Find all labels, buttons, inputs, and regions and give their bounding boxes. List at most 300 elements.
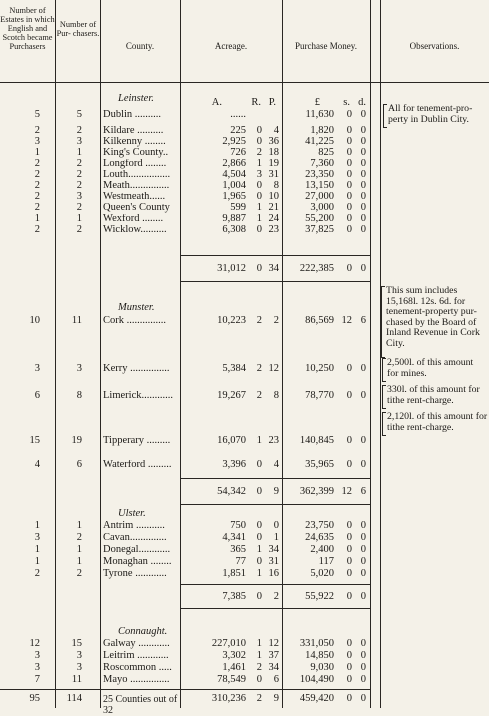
leinster-row-4-estates: 2 <box>34 158 40 169</box>
obs-dublin-line: All for tenement-pro- <box>388 104 473 114</box>
leinster-row-4-acres: 2,866 <box>222 158 246 169</box>
obs-cork <box>386 286 489 349</box>
leinster-row-1-acres: 225 <box>230 125 246 136</box>
leinster-row-5-acres: 4,504 <box>222 169 246 180</box>
leinster-row-0-pence: 0 <box>360 109 366 120</box>
brace-tipperary <box>382 412 386 436</box>
ulster-row-0-roods: 0 <box>256 520 262 531</box>
munster-total-pence: 6 <box>360 486 366 497</box>
obs-limerick <box>387 385 489 406</box>
leinster-row-2-shillings: 0 <box>346 136 352 147</box>
ulster-row-2-shillings: 0 <box>346 544 352 555</box>
row-rule <box>180 608 370 609</box>
munster-row-3-purchasers: 19 <box>71 435 82 446</box>
munster-total-acres: 54,342 <box>217 486 246 497</box>
leinster-row-0-purchasers: 5 <box>76 109 82 120</box>
ulster-row-3-perches: 31 <box>268 556 279 567</box>
grand-total-pounds: 459,420 <box>299 693 334 704</box>
obs-limerick-line: tithe rent-charge. <box>387 394 454 406</box>
obs-tipperary-line: 2,120l. of this amount for <box>387 412 488 422</box>
leinster-row-3-acres: 726 <box>230 147 246 158</box>
leinster-row-7-county: Westmeath...... <box>103 192 166 202</box>
leinster-row-4-roods: 1 <box>256 158 262 169</box>
munster-row-4-estates: 4 <box>34 459 40 470</box>
leinster-row-6-county: Meath............... <box>103 181 170 191</box>
ulster-row-2-pence: 0 <box>360 544 366 555</box>
leinster-row-1-pence: 0 <box>360 125 366 136</box>
munster-row-1-county: Kerry ............... <box>103 364 170 374</box>
leinster-row-10-shillings: 0 <box>346 224 352 235</box>
munster-row-1-pounds: 10,250 <box>305 363 334 374</box>
leinster-row-2-roods: 0 <box>256 136 262 147</box>
leinster-row-9-estates: 1 <box>34 213 40 224</box>
leinster-row-3-perches: 18 <box>268 147 279 158</box>
connaught-row-3-pence: 0 <box>360 674 366 685</box>
leinster-total-perches: 34 <box>268 263 279 274</box>
leinster-row-1-perches: 4 <box>273 125 279 136</box>
ulster-row-3-shillings: 0 <box>346 556 352 567</box>
leinster-row-10-perches: 23 <box>268 224 279 235</box>
obs-dublin <box>388 104 489 125</box>
grand-total-shillings: 0 <box>346 693 352 704</box>
munster-row-0-perches: 2 <box>273 315 279 326</box>
leinster-row-10-estates: 2 <box>34 224 40 235</box>
leinster-total-acres: 31,012 <box>217 263 246 274</box>
munster-row-0-pounds: 86,569 <box>305 315 334 326</box>
ulster-row-1-roods: 0 <box>256 532 262 543</box>
ulster-row-3-county: Monaghan ........ <box>103 557 172 567</box>
leinster-row-2-estates: 3 <box>34 136 40 147</box>
munster-row-2-perches: 8 <box>273 390 279 401</box>
leinster-row-10-pence: 0 <box>360 224 366 235</box>
leinster-row-5-perches: 31 <box>268 169 279 180</box>
ulster-total-shillings: 0 <box>346 591 352 602</box>
ulster-total-roods: 0 <box>256 591 262 602</box>
brace-kerry <box>382 358 386 382</box>
ulster-total-pounds: 55,922 <box>305 591 334 602</box>
leinster-row-8-pence: 0 <box>360 202 366 213</box>
leinster-row-8-acres: 599 <box>230 202 246 213</box>
leinster-row-0-shillings: 0 <box>346 109 352 120</box>
ulster-row-4-purchasers: 2 <box>76 568 82 579</box>
munster-row-4-roods: 0 <box>256 459 262 470</box>
connaught-row-0-pounds: 331,050 <box>299 638 334 649</box>
leinster-row-0-county: Dublin .......... <box>103 110 162 120</box>
ulster-row-0-shillings: 0 <box>346 520 352 531</box>
ulster-row-0-perches: 0 <box>273 520 279 531</box>
leinster-row-2-pence: 0 <box>360 136 366 147</box>
leinster-row-3-pounds: 825 <box>318 147 334 158</box>
leinster-row-5-pounds: 23,350 <box>305 169 334 180</box>
munster-row-4-pounds: 35,965 <box>305 459 334 470</box>
munster-row-0-county: Cork ............... <box>103 316 166 326</box>
connaught-row-1-pence: 0 <box>360 650 366 661</box>
column-rule <box>100 0 101 708</box>
connaught-row-3-acres: 78,549 <box>217 674 246 685</box>
ulster-row-3-pence: 0 <box>360 556 366 567</box>
connaught-row-1-perches: 37 <box>268 650 279 661</box>
ulster-row-4-pence: 0 <box>360 568 366 579</box>
obs-cork-line: tenement-property pur- <box>386 306 477 317</box>
munster-row-2-pence: 0 <box>360 390 366 401</box>
ulster-row-3-roods: 0 <box>256 556 262 567</box>
section-leinster: Leinster. <box>118 93 154 104</box>
connaught-row-0-pence: 0 <box>360 638 366 649</box>
ulster-row-2-county: Donegal............ <box>103 545 171 555</box>
section-munster: Munster. <box>118 302 155 313</box>
obs-cork-line: Inland Revenue in Cork <box>386 327 480 338</box>
munster-row-4-pence: 0 <box>360 459 366 470</box>
row-rule <box>180 281 370 282</box>
munster-row-1-acres: 5,384 <box>222 363 246 374</box>
leinster-row-7-perches: 10 <box>268 191 279 202</box>
leinster-row-7-acres: 1,965 <box>222 191 246 202</box>
ulster-row-3-purchasers: 1 <box>76 556 82 567</box>
ulster-row-2-purchasers: 1 <box>76 544 82 555</box>
leinster-row-3-purchasers: 1 <box>76 147 82 158</box>
ulster-row-2-acres: 365 <box>230 544 246 555</box>
munster-row-2-estates: 6 <box>34 390 40 401</box>
leinster-row-8-estates: 2 <box>34 202 40 213</box>
connaught-row-1-purchasers: 3 <box>76 650 82 661</box>
brace-cork <box>381 286 385 358</box>
grand-total-pence: 0 <box>360 693 366 704</box>
leinster-row-8-purchasers: 2 <box>76 202 82 213</box>
connaught-row-2-estates: 3 <box>34 662 40 673</box>
unit-roods: R. <box>251 97 261 108</box>
leinster-row-4-perches: 19 <box>268 158 279 169</box>
leinster-row-1-estates: 2 <box>34 125 40 136</box>
connaught-row-1-roods: 1 <box>256 650 262 661</box>
ulster-row-1-county: Cavan.............. <box>103 533 167 543</box>
munster-row-0-acres: 10,223 <box>217 315 246 326</box>
leinster-row-3-shillings: 0 <box>346 147 352 158</box>
leinster-total-pounds: 222,385 <box>299 263 334 274</box>
leinster-row-6-acres: 1,004 <box>222 180 246 191</box>
leinster-row-4-pounds: 7,360 <box>310 158 334 169</box>
leinster-total-pence: 0 <box>360 263 366 274</box>
row-rule <box>180 584 370 585</box>
leinster-row-9-acres: 9,887 <box>222 213 246 224</box>
munster-row-4-shillings: 0 <box>346 459 352 470</box>
leinster-row-3-county: King's County.. <box>103 148 169 158</box>
munster-row-4-perches: 4 <box>273 459 279 470</box>
leinster-row-9-pounds: 55,200 <box>305 213 334 224</box>
connaught-row-0-estates: 12 <box>29 638 40 649</box>
munster-row-4-county: Waterford ......... <box>103 460 172 470</box>
munster-row-2-county: Limerick............ <box>103 391 173 401</box>
munster-row-0-roods: 2 <box>256 315 262 326</box>
leinster-row-7-estates: 2 <box>34 191 40 202</box>
leinster-row-4-shillings: 0 <box>346 158 352 169</box>
munster-row-0-pence: 6 <box>360 315 366 326</box>
ulster-total-pence: 0 <box>360 591 366 602</box>
connaught-row-0-roods: 1 <box>256 638 262 649</box>
ulster-row-1-perches: 1 <box>273 532 279 543</box>
leinster-row-4-pence: 0 <box>360 158 366 169</box>
leinster-row-5-county: Louth................ <box>103 170 171 180</box>
ulster-row-0-pounds: 23,750 <box>305 520 334 531</box>
grand-total-purchasers: 114 <box>66 693 82 704</box>
connaught-row-1-shillings: 0 <box>346 650 352 661</box>
leinster-row-2-pounds: 41,225 <box>305 136 334 147</box>
leinster-row-6-estates: 2 <box>34 180 40 191</box>
leinster-row-5-roods: 3 <box>256 169 262 180</box>
leinster-row-9-roods: 1 <box>256 213 262 224</box>
unit-shillings: s. <box>343 97 350 108</box>
connaught-row-2-acres: 1,461 <box>222 662 246 673</box>
leinster-row-8-pounds: 3,000 <box>310 202 334 213</box>
munster-row-3-shillings: 0 <box>346 435 352 446</box>
leinster-row-1-shillings: 0 <box>346 125 352 136</box>
ulster-row-2-pounds: 2,400 <box>310 544 334 555</box>
leinster-row-6-perches: 8 <box>273 180 279 191</box>
leinster-row-8-shillings: 0 <box>346 202 352 213</box>
munster-total-perches: 9 <box>273 486 279 497</box>
connaught-row-3-perches: 6 <box>273 674 279 685</box>
connaught-row-3-purchasers: 11 <box>71 674 82 685</box>
connaught-row-2-county: Roscommon ..... <box>103 663 172 673</box>
connaught-row-2-pounds: 9,030 <box>310 662 334 673</box>
acreage-header: Acreage. <box>214 41 248 51</box>
munster-row-3-pence: 0 <box>360 435 366 446</box>
leinster-total-shillings: 0 <box>346 263 352 274</box>
connaught-row-0-acres: 227,010 <box>211 638 246 649</box>
munster-row-2-roods: 2 <box>256 390 262 401</box>
leinster-row-6-pounds: 13,150 <box>305 180 334 191</box>
obs-cork-line: City. <box>386 337 405 349</box>
leinster-row-10-county: Wicklow.......... <box>103 225 167 235</box>
munster-total-shillings: 12 <box>341 486 352 497</box>
leinster-row-7-roods: 0 <box>256 191 262 202</box>
obs-kerry <box>387 358 489 379</box>
munster-row-2-pounds: 78,770 <box>305 390 334 401</box>
munster-row-1-purchasers: 3 <box>76 363 82 374</box>
leinster-row-10-purchasers: 2 <box>76 224 82 235</box>
obs-kerry-line: 2,500l. of this amount <box>387 358 474 368</box>
connaught-row-3-pounds: 104,490 <box>299 674 334 685</box>
leinster-row-0-estates: 5 <box>34 109 40 120</box>
leinster-row-8-perches: 21 <box>268 202 279 213</box>
leinster-row-3-pence: 0 <box>360 147 366 158</box>
connaught-row-2-pence: 0 <box>360 662 366 673</box>
obs-dublin-line: perty in Dublin City. <box>388 113 470 125</box>
purchasers-header: Number of Pur- chasers. <box>56 20 100 38</box>
leinster-row-9-purchasers: 1 <box>76 213 82 224</box>
munster-total-pounds: 362,399 <box>299 486 334 497</box>
ulster-row-2-perches: 34 <box>268 544 279 555</box>
munster-row-3-roods: 1 <box>256 435 262 446</box>
munster-row-2-shillings: 0 <box>346 390 352 401</box>
brace-dublin <box>383 104 387 128</box>
grand-total-acres: 310,236 <box>211 693 246 704</box>
munster-row-0-estates: 10 <box>29 315 40 326</box>
munster-row-3-pounds: 140,845 <box>299 435 334 446</box>
connaught-row-2-roods: 2 <box>256 662 262 673</box>
connaught-row-3-roods: 0 <box>256 674 262 685</box>
connaught-row-0-county: Galway ............ <box>103 639 170 649</box>
grand-total-county: 25 Counties out of 32 <box>103 694 178 716</box>
ulster-row-3-pounds: 117 <box>318 556 334 567</box>
munster-row-1-perches: 12 <box>268 363 279 374</box>
ulster-row-1-acres: 4,341 <box>222 532 246 543</box>
leinster-row-6-pence: 0 <box>360 180 366 191</box>
leinster-row-2-perches: 36 <box>268 136 279 147</box>
munster-row-0-purchasers: 11 <box>71 315 82 326</box>
leinster-row-6-roods: 0 <box>256 180 262 191</box>
ulster-row-3-acres: 77 <box>235 556 246 567</box>
munster-row-3-acres: 16,070 <box>217 435 246 446</box>
ulster-row-4-acres: 1,851 <box>222 568 246 579</box>
leinster-row-1-purchasers: 2 <box>76 125 82 136</box>
estates-header: Number of Estates in which English and Scotch became Purchasers <box>0 6 55 51</box>
obs-cork-line: This sum includes <box>386 286 458 296</box>
munster-row-4-acres: 3,396 <box>222 459 246 470</box>
connaught-row-0-shillings: 0 <box>346 638 352 649</box>
leinster-row-10-roods: 0 <box>256 224 262 235</box>
munster-row-2-acres: 19,267 <box>217 390 246 401</box>
leinster-row-5-shillings: 0 <box>346 169 352 180</box>
column-rule <box>180 0 181 708</box>
obs-kerry-line: for mines. <box>387 367 427 379</box>
munster-row-1-pence: 0 <box>360 363 366 374</box>
grand-total-estates: 95 <box>29 693 40 704</box>
leinster-row-6-shillings: 0 <box>346 180 352 191</box>
leinster-total-roods: 0 <box>256 263 262 274</box>
leinster-row-7-purchasers: 3 <box>76 191 82 202</box>
leinster-row-1-pounds: 1,820 <box>310 125 334 136</box>
munster-row-0-shillings: 12 <box>341 315 352 326</box>
leinster-row-6-purchasers: 2 <box>76 180 82 191</box>
connaught-row-2-purchasers: 3 <box>76 662 82 673</box>
leinster-row-7-pounds: 27,000 <box>305 191 334 202</box>
connaught-row-3-county: Mayo ............... <box>103 675 170 685</box>
leinster-row-9-shillings: 0 <box>346 213 352 224</box>
ulster-row-0-purchasers: 1 <box>76 520 82 531</box>
leinster-row-9-pence: 0 <box>360 213 366 224</box>
section-connaught: Connaught. <box>118 626 168 637</box>
ulster-row-1-pounds: 24,635 <box>305 532 334 543</box>
unit-pounds: £ <box>314 97 320 108</box>
leinster-row-4-county: Longford ........ <box>103 159 167 169</box>
ulster-row-3-estates: 1 <box>34 556 40 567</box>
section-ulster: Ulster. <box>118 508 146 519</box>
ulster-row-0-pence: 0 <box>360 520 366 531</box>
observations-header: Observations. <box>409 41 460 51</box>
connaught-row-1-pounds: 14,850 <box>305 650 334 661</box>
connaught-row-3-estates: 7 <box>34 674 40 685</box>
connaught-row-0-purchasers: 15 <box>71 638 82 649</box>
munster-row-3-perches: 23 <box>268 435 279 446</box>
column-rule <box>55 0 56 708</box>
ulster-row-4-county: Tyrone ............ <box>103 569 167 579</box>
leinster-row-2-acres: 2,925 <box>222 136 246 147</box>
ulster-row-1-pence: 0 <box>360 532 366 543</box>
unit-acres: A. <box>211 97 222 108</box>
munster-row-3-county: Tipperary ......... <box>103 436 171 446</box>
row-rule <box>0 82 489 83</box>
leinster-row-9-perches: 24 <box>268 213 279 224</box>
leinster-row-1-county: Kildare .......... <box>103 126 164 136</box>
ulster-row-4-estates: 2 <box>34 568 40 579</box>
munster-total-roods: 0 <box>256 486 262 497</box>
ulster-total-acres: 7,385 <box>222 591 246 602</box>
ulster-row-4-shillings: 0 <box>346 568 352 579</box>
grand-total-roods: 2 <box>256 693 262 704</box>
ulster-row-1-shillings: 0 <box>346 532 352 543</box>
leinster-row-10-pounds: 37,825 <box>305 224 334 235</box>
money-header: Purchase Money. <box>295 41 357 51</box>
munster-row-3-estates: 15 <box>29 435 40 446</box>
leinster-row-2-purchasers: 3 <box>76 136 82 147</box>
connaught-row-2-shillings: 0 <box>346 662 352 673</box>
obs-cork-line: 15,168l. 12s. 6d. for <box>386 295 466 307</box>
leinster-row-7-shillings: 0 <box>346 191 352 202</box>
connaught-row-1-acres: 3,302 <box>222 650 246 661</box>
leinster-row-0-pounds: 11,630 <box>305 109 334 120</box>
row-rule <box>0 689 370 690</box>
brace-limerick <box>382 385 386 409</box>
leinster-row-5-estates: 2 <box>34 169 40 180</box>
grand-total-perches: 9 <box>273 693 279 704</box>
leinster-row-10-acres: 6,308 <box>222 224 246 235</box>
row-rule <box>180 255 370 256</box>
ulster-row-2-roods: 1 <box>256 544 262 555</box>
leinster-row-2-county: Kilkenny ........ <box>103 137 166 147</box>
ulster-row-2-estates: 1 <box>34 544 40 555</box>
munster-row-1-shillings: 0 <box>346 363 352 374</box>
unit-pence: d. <box>358 97 366 108</box>
obs-tipperary-line: tithe rent-charge. <box>387 421 454 433</box>
unit-perches: P. <box>268 97 276 108</box>
leinster-row-4-purchasers: 2 <box>76 158 82 169</box>
munster-row-4-purchasers: 6 <box>76 459 82 470</box>
leinster-row-1-roods: 0 <box>256 125 262 136</box>
connaught-row-1-estates: 3 <box>34 650 40 661</box>
leinster-row-8-county: Queen's County <box>103 203 170 213</box>
ulster-row-4-roods: 1 <box>256 568 262 579</box>
ulster-row-4-perches: 16 <box>268 568 279 579</box>
column-rule <box>370 0 371 708</box>
ulster-row-0-estates: 1 <box>34 520 40 531</box>
ulster-row-4-pounds: 5,020 <box>310 568 334 579</box>
munster-row-1-roods: 2 <box>256 363 262 374</box>
obs-limerick-line: 330l. of this amount for <box>387 385 480 395</box>
connaught-row-0-perches: 12 <box>268 638 279 649</box>
leinster-row-3-estates: 1 <box>34 147 40 158</box>
ulster-row-0-acres: 750 <box>230 520 246 531</box>
leinster-row-5-pence: 0 <box>360 169 366 180</box>
connaught-row-1-county: Leitrim ............ <box>103 651 169 661</box>
leinster-row-0-acres: ...... <box>230 109 246 120</box>
obs-cork-line: chased by the Board of <box>386 316 477 328</box>
munster-row-2-purchasers: 8 <box>76 390 82 401</box>
county-header: County. <box>125 41 155 51</box>
leinster-row-3-roods: 2 <box>256 147 262 158</box>
leinster-row-9-county: Wexford ........ <box>103 214 164 224</box>
leinster-row-5-purchasers: 2 <box>76 169 82 180</box>
ulster-row-0-county: Antrim ........... <box>103 521 165 531</box>
leinster-row-8-roods: 1 <box>256 202 262 213</box>
row-rule <box>180 478 370 479</box>
ulster-row-1-purchasers: 2 <box>76 532 82 543</box>
connaught-row-2-perches: 34 <box>268 662 279 673</box>
leinster-row-7-pence: 0 <box>360 191 366 202</box>
munster-row-1-estates: 3 <box>34 363 40 374</box>
row-rule <box>180 504 370 505</box>
ulster-row-1-estates: 3 <box>34 532 40 543</box>
ulster-total-perches: 2 <box>273 591 279 602</box>
